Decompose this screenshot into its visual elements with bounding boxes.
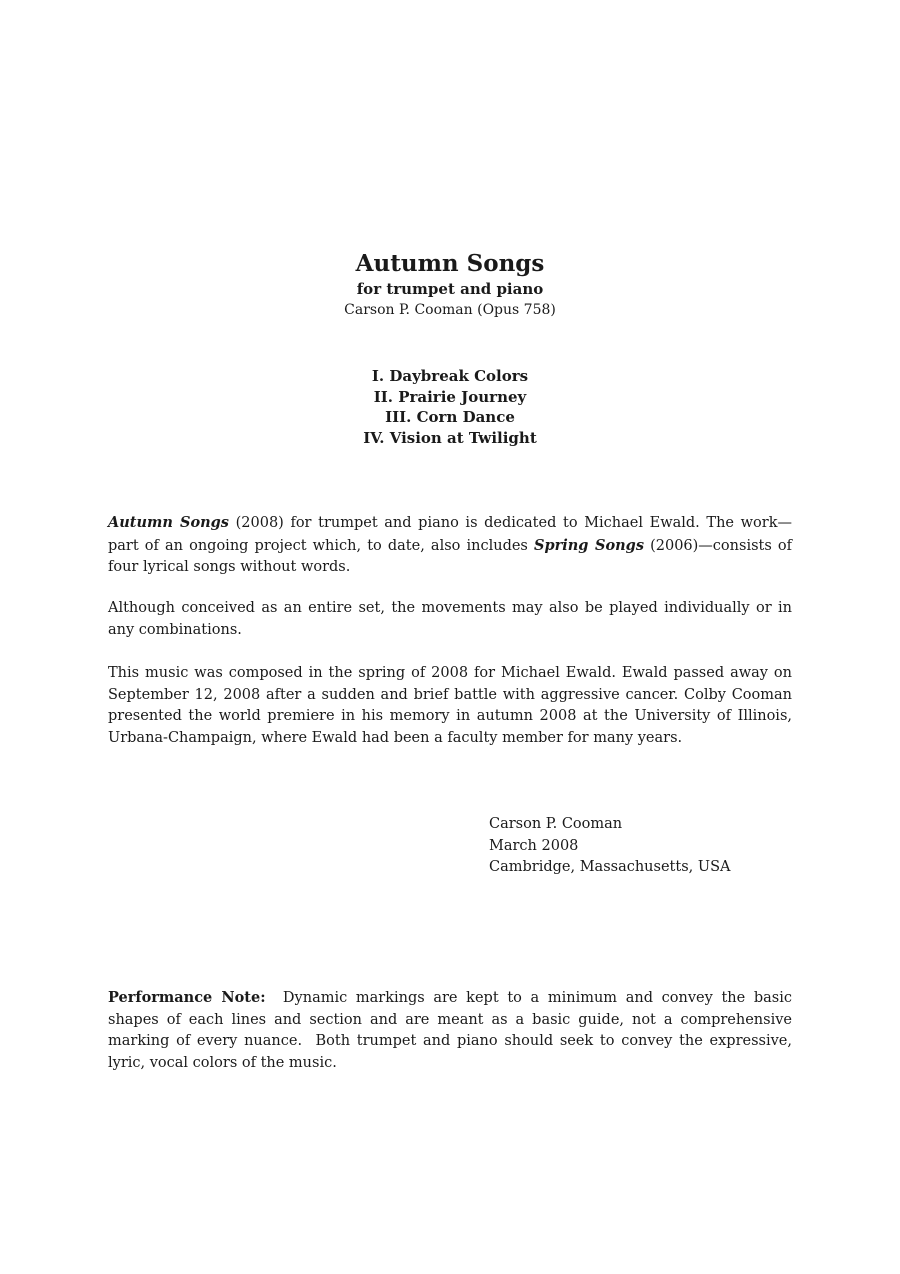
- work-title: Autumn Songs: [108, 514, 229, 531]
- page-title: Autumn Songs: [355, 250, 545, 277]
- history-paragraph: This music was composed in the spring of 2008 for Michael Ewald. Ewald passed away on September 12, 2008 after a sudden and brief battle with aggressive cancer. Colby Cooman presented the world premiere in his memory in autumn 2008 at the University of Illinois, Urbana-Champaign, where Ewald had been a faculty member for many years.: [108, 665, 792, 746]
- signature-name: Carson P. Cooman: [489, 816, 623, 832]
- movement-item: I. Daybreak Colors: [371, 367, 529, 385]
- intro-text-2: (2006)—consists of four lyrical songs without words.: [108, 537, 792, 575]
- performance-note: [108, 987, 797, 1074]
- subtitle: for trumpet and piano: [356, 280, 544, 298]
- composer-line: Carson P. Cooman (Opus 758): [344, 302, 556, 318]
- signature-date: March 2008: [489, 837, 579, 854]
- intro-text-1: (2008) for trumpet and piano is dedicated to Michael Ewald. The work—part of an ongoing project which, to date, also includes: [108, 515, 793, 554]
- performance-note-label: Performance Note:: [108, 989, 266, 1006]
- movement-item: III. Corn Dance: [385, 408, 515, 426]
- movement-item: IV. Vision at Twilight: [363, 428, 537, 447]
- signature-block: [489, 814, 730, 879]
- intro-paragraph: [108, 512, 792, 579]
- signature-place: Cambridge, Massachusetts, USA: [489, 859, 731, 875]
- performance-note-text: Dynamic markings are kept to a minimum and convey the basic shapes of each lines and section and are meant as a basic guide, not a comprehensive marking of every nuance. Both trumpet and piano should seek to convey the expressive, lyric, vocal colors of the music.: [108, 990, 797, 1071]
- movement-list: [0, 366, 900, 448]
- movement-item: II. Prairie Journey: [373, 387, 527, 406]
- related-work-title: Spring Songs: [534, 536, 644, 554]
- set-note-paragraph: Although conceived as an entire set, the movements may also be played individually or in any combinations.: [108, 600, 792, 638]
